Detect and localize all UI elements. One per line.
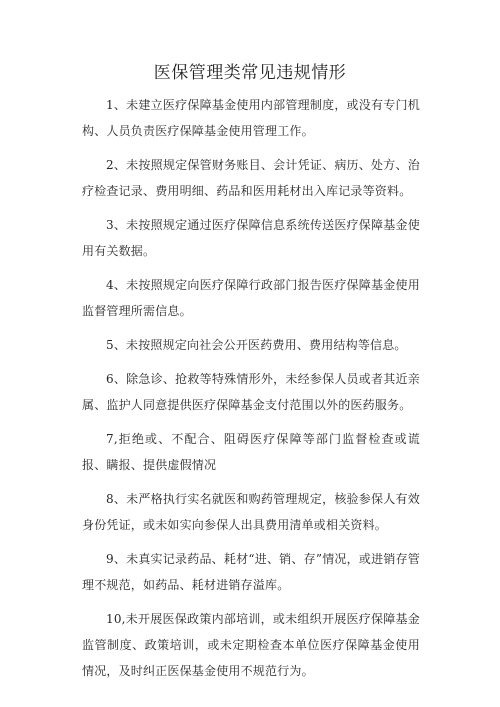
paragraph-item: 1、未建立医疗保障基金使用内部管理制度，或没有专门机构、人员负责医疗保障基金使用管理工作。 xyxy=(82,98,420,138)
document-body xyxy=(82,92,420,692)
paragraph-item: 8、未严格执行实名就医和购药管理规定，核验参保人有效身份凭证，或未如实向参保人出具费用清单或相关资料。 xyxy=(82,492,420,532)
paragraph-item: 6、除急诊、抢救等特殊情形外，未经参保人员或者其近亲属、监护人同意提供医疗保障基金支付范围以外的医药服务。 xyxy=(82,372,420,412)
paragraph-item: 5、未按照规定向社会公开医药费用、费用结构等信息。 xyxy=(106,338,407,352)
paragraph-item: 3、未按照规定通过医疗保障信息系统传送医疗保障基金使用有关数据。 xyxy=(82,218,420,258)
paragraph-item: 7,拒绝或、不配合、阻碍医疗保障等部门监督检查或谎报、瞒报、提供虚假情况 xyxy=(82,432,420,472)
paragraph-item: 4、未按照规定向医疗保障行政部门报告医疗保障基金使用监督管理所需信息。 xyxy=(82,278,420,318)
document-title: 医保管理类常见违规情形 xyxy=(153,63,347,83)
paragraph-item: 9、未真实记录药品、耗材“进、销、存”情况，或进销存管理不规范，如药品、耗材进销存溢库。 xyxy=(82,552,420,592)
paragraph-item: 10,未开展医保政策内部培训，或未组织开展医疗保障基金监管制度、政策培训，或未定期检查本单位医疗保障基金使用情况，及时纠正医保基金使用不规范行为。 xyxy=(82,612,420,678)
paragraph-item: 2、未按照规定保管财务账目、会计凭证、病历、处方、治疗检查记录、费用明细、药品和医用耗材出入库记录等资料。 xyxy=(82,158,420,198)
